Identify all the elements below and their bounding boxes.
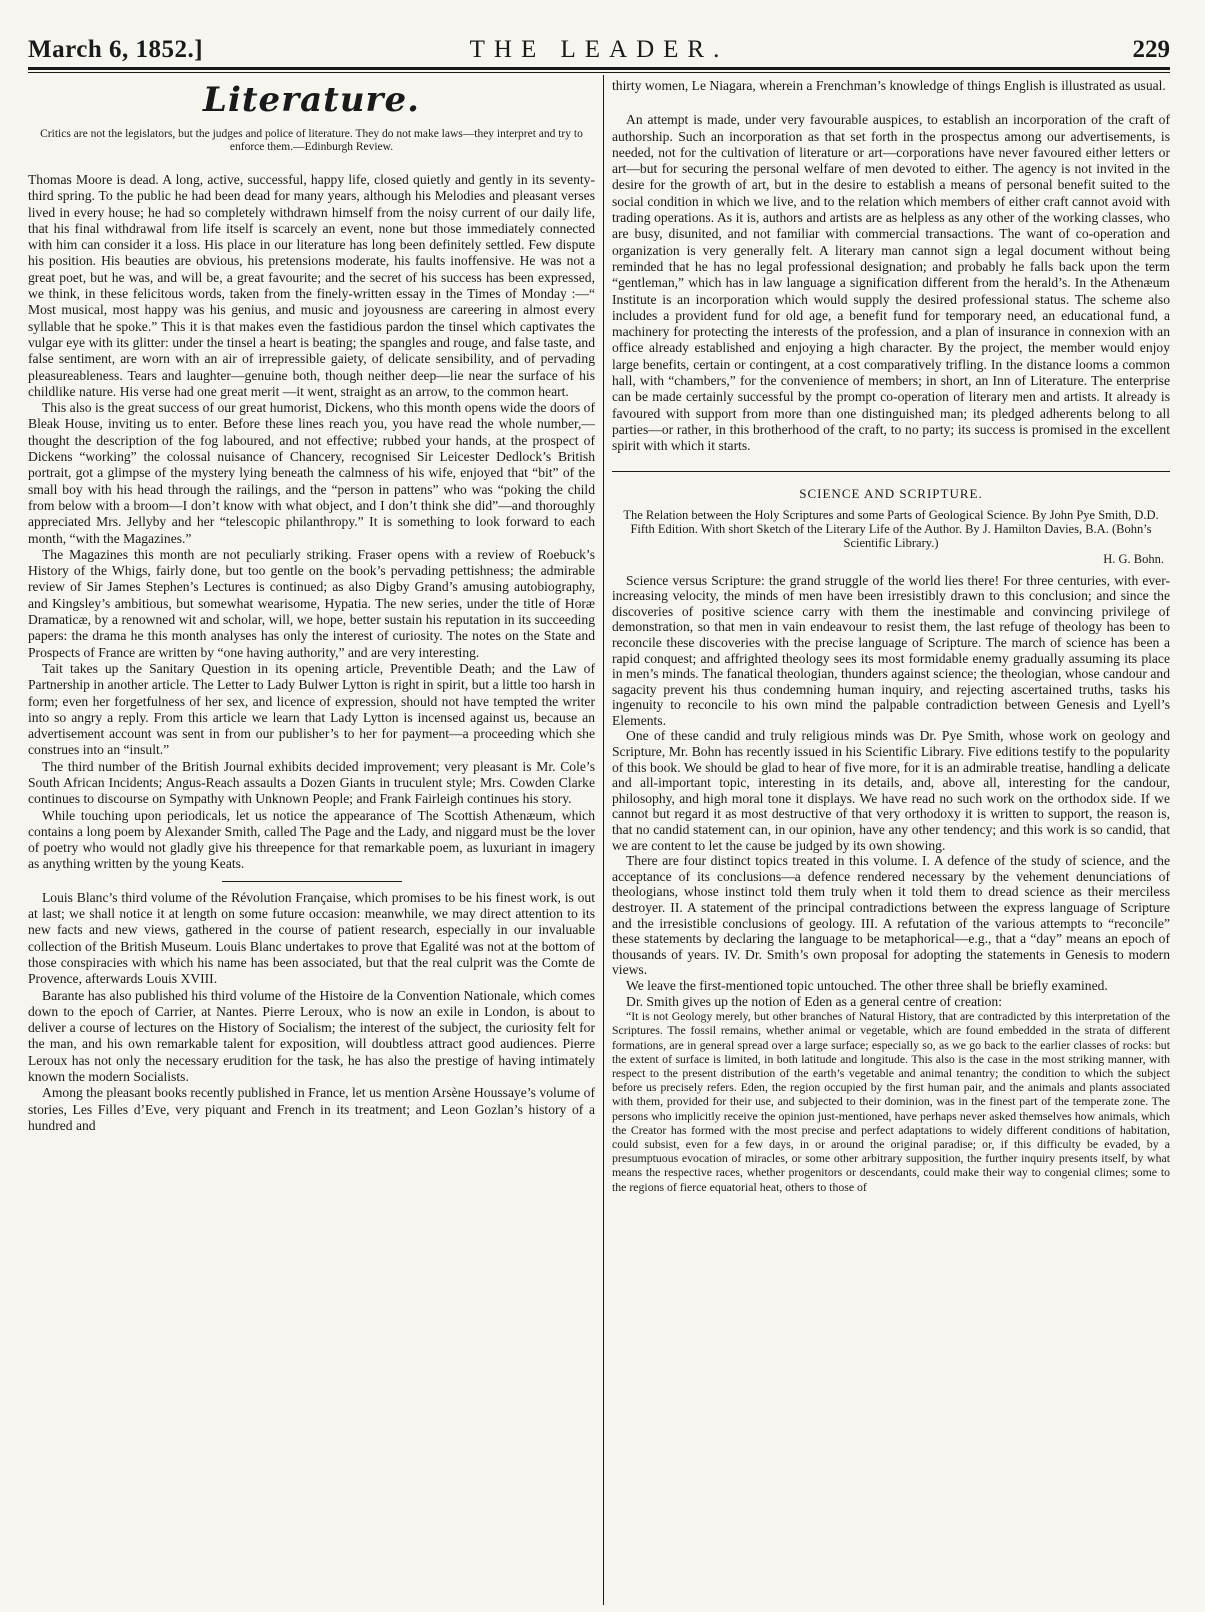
paragraph: Tait takes up the Sanitary Question in its opening article, Preventible Death; and the Law of Partnership in another article. The Letter to Lady Bulwer Lytton is right in spirit, but a little too harsh in form; even her forgetfulness of her sex, and licence of expression, should not have tempted the writer into so angry a reply. From this article we learn that Lady Lytton is incensed against us, because an advertisement account was sent in from our publisher’s to her for payment—a proceeding which she construes into an “insult.” bbox=[28, 660, 595, 758]
epigraph: Critics are not the legislators, but the judges and police of literature. They do not make laws—they interpret and try to enforce them.—Edinburgh Review. bbox=[40, 128, 583, 153]
book-publisher: H. G. Bohn. bbox=[1103, 551, 1164, 566]
book-info: The Relation between the Holy Scriptures and some Parts of Geological Science. By John Pye Smith, D.D. Fifth Edition. With short Sketch of the Literary Life of the Author. By J. Hamilton Davies, B.A. (Bohn’s Scientific Library.) bbox=[623, 507, 1159, 550]
header-rule-thin bbox=[28, 72, 1170, 73]
paragraph: An attempt is made, under very favourable auspices, to establish an incorporation of the craft of authorship. Such an incorporation as that set forth in the prospectus among our advertisements, is needed, not for the cultivation of literature or art—corporations have never favoured either letters or art—but for securing the personal welfare of men devoted to either. The agency is not invited in the desire for the growth of art, but in the desire to establish a means of personal benefit suited to the social condition in which we live, and to the relation which members of either craft cannot avoid with trading operations. As it is, authors and artists are as helpless as any other of the working classes, who are busy, disunited, and not familiar with commercial transactions. The want of co-operation and organization is very generally felt. A literary man cannot sign a legal document without being reminded that he has no legal professional designation; and probably he falls back upon the term “gentleman,” which has in law language a signification different from the herald’s. In the Athenæum Institute is an incorporation which would supply the desired professional status. The scheme also includes a provident fund for old age, a benefit fund for temporary need, an educational fund, a machinery for protecting the interests of the profession, and a plan of insurance in connexion with an office already established and enjoying a high character. By the project, the member would enjoy large benefits, certain or contingent, at a cost comparatively trifling. In the distance looms a common hall, with “chambers,” for the convenience of members; in short, an Inn of Literature. The enterprise can be made certainly successful by the prompt co-operation of literary men and artists. It already is favoured with support from more than one distinguished man; its pledged adherents belong to all parties—or rather, in this brotherhood of the craft, to no party; its success is promised in the excellent spirit with which it starts. bbox=[612, 112, 1170, 454]
left-article-body-2 bbox=[28, 890, 595, 1134]
header-title: THE LEADER. bbox=[469, 36, 729, 63]
science-section-title: SCIENCE AND SCRIPTURE. bbox=[799, 485, 983, 501]
header-rule-thick bbox=[28, 67, 1170, 70]
paragraph: This also is the great success of our great humorist, Dickens, who this month opens wide the doors of Bleak House, inviting us to enter. Before these lines reach you, you have read the whole number,—thought the description of the fog laboured, and not effective; rubbed your hands, at the prospect of Dickens “working” the colossal nuisance of Chancery, recognised Sir Leicester Dedlock’s British portrait, got a glimpse of the mystery lying beneath the calmness of his wife, enjoyed that “bit” of the small boy with his head through the railings, and the “person in pattens” who was “poking the child from below with a broom—I don’t know with what object, and I don’t think she did”—and thoroughly appreciated Mrs. Jellyby and her “telescopic philanthropy.” It is something to look forward to each month, “with the Magazines.” bbox=[28, 400, 595, 546]
paragraph: There are four distinct topics treated in this volume. I. A defence of the study of science, and the acceptance of its conclusions—a defence rendered necessary by the vehement denunciations of theologians, whose instinct told them truly when it told them to dread science as their merciless destroyer. II. A statement of the principal contradictions between the express language of Scripture and the irresistible conclusions of geology. III. A refutation of the various attempts to “reconcile” these statements by declaring the language to be metaphorical—e.g., that a “day” means an epoch of thousands of years. IV. Dr. Smith’s own proposal for adopting the statements in Genesis to modern views. bbox=[612, 853, 1170, 978]
paragraph: Among the pleasant books recently published in France, let us mention Arsène Houssaye’s volume of stories, Les Filles d’Eve, very piquant and French in its treatment; and Leon Gozlan’s history of a hundred and bbox=[28, 1085, 595, 1133]
left-column bbox=[28, 78, 595, 1606]
paragraph: Thomas Moore is dead. A long, active, successful, happy life, closed quietly and gently in its seventy-third spring. To the public he had been dead for many years, although his Melodies and pleasant verses lived in every house; he had so completely withdrawn himself from the noisy current of our daily life, that his final withdrawal from life itself is scarcely an event, none but those immediately connected with him can consider it a loss. His place in our literature has long been definitely settled. Few dispute his position. His beauties are obvious, his pretensions moderate, his faults inoffensive. He was not a great poet, but he was, and will be, a great favourite; and the secret of his success has been expressed, we think, in these felicitous words, taken from the finely-written essay in the Times of Monday :—“ Most musical, most happy was his genius, and music and joyousness are careering in almost every syllable that he spoke.” This it is that makes even the fastidious pardon the tinsel which captivates the vulgar eye with its glitter: under the tinsel a heart is beating; the spangles and rouge, and false taste, and false sentiment, are worn with an air of irrepressible gaiety, of delicate sensibility, and of pervading pleasureableness. Tears and laughter—genuine both, though neither deep—lie near the surface of his childlike nature. His verse had one great merit —it went, straight as an arrow, to the common heart. bbox=[28, 172, 595, 399]
paragraph: Dr. Smith gives up the notion of Eden as a general centre of creation: bbox=[626, 993, 1002, 1009]
paragraph: We leave the first-mentioned topic untouched. The other three shall be briefly examined. bbox=[626, 977, 1108, 993]
article-separator bbox=[612, 471, 1170, 472]
paragraph: Louis Blanc’s third volume of the Révolution Française, which promises to be his finest work, is out at last; we shall notice it at length on some future occasion: meanwhile, we may direct attention to its new facts and new views, gathered in the course of patient research, especially in our invaluable collection of the British Museum. Louis Blanc undertakes to prove that Egalité was not at the bottom of those conspiracies with which his name has been associated, but that the real culprit was the Comte de Provence, afterwards Louis XVIII. bbox=[28, 889, 595, 987]
paragraph: The Magazines this month are not peculiarly striking. Fraser opens with a review of Roebuck’s History of the Whigs, fairly done, but too gentle on the book’s pervading pettishness; the admirable review of Sir James Stephen’s Lectures is continued; as also Digby Grand’s amusing autobiography, and Kingsley’s ambitious, but somewhat wearisome, Hypatia. The new series, under the title of Horæ Dramaticæ, by a renowned wit and scholar, will, we hope, better sustain his reputation in its succeeding papers: the drama he this month analyses has only the interest of curiosity. The notes on the State and Prospects of France are written by “one having authority,” and are very interesting. bbox=[28, 546, 595, 660]
paragraph: Science versus Scripture: the grand struggle of the world lies there! For three centuries, with ever-increasing velocity, the minds of men have been irresistibly drawn to this conclusion; and since the discoveries of positive science carry with them the inestimable and convincing privilege of demonstration, so that men in vain endeavour to resist them, the last refuge of theology has been to reconcile these discoveries with the precise language of Scripture. The march of science has been a rapid conquest; and affrighted theology sees its most formidable enemy gradually assuming its place in men’s minds. The fanatical theologian, thunders against science; the theologian, whose candour and sagacity prevent his thus condemning human inquiry, and rejecting ascertained truths, tasks his ingenuity to reconcile to his own mind the palpable contradiction between Genesis and Lyell’s Elements. bbox=[612, 572, 1170, 728]
section-divider bbox=[222, 881, 402, 882]
science-article-body bbox=[612, 573, 1170, 1010]
right-article-body bbox=[612, 78, 1170, 455]
paragraph: thirty women, Le Niagara, wherein a Frenchman’s knowledge of things English is illustrated as usual. bbox=[612, 78, 1166, 93]
header-date: March 6, 1852.] bbox=[28, 36, 204, 63]
paragraph: Barante has also published his third volume of the Histoire de la Convention Nationale, which comes down to the epoch of Carrier, at Nantes. Pierre Leroux, who is now an exile in London, is about to deliver a course of lectures on the History of Socialism; the interest of the subject, the curiosity felt for the man, and his own remarkable talent for exposition, will doubtless attract good audiences. Pierre Leroux has not only the necessary erudition for the task, he has also the prestige of having intimately known the modern Socialists. bbox=[28, 987, 595, 1085]
paragraph: The third number of the British Journal exhibits decided improvement; very pleasant is Mr. Cole’s South African Incidents; Angus-Reach assaults a Dozen Giants in truculent style; Mrs. Cowden Clarke continues to discourse on Sympathy with Unknown People; and Frank Fairleigh continues his story. bbox=[28, 758, 595, 807]
right-column bbox=[612, 78, 1170, 1606]
section-title: Literature. bbox=[203, 80, 420, 120]
paragraph: One of these candid and truly religious minds was Dr. Pye Smith, whose work on geology and Scripture, Mr. Bohn has recently issued in his Scientific Library. Five editions testify to the popularity of this book. We should be glad to hear of five more, for it is an admirable treatise, handling a delicate and all-important topic, interesting in its details, and, above all, interesting for the candour, philosophy, and high moral tone it displays. We have read no such work on the orthodox side. If we cannot but regard it as most destructive of that very orthodoxy it is written to support, the reason is, that no candid statement can, in our opinion, have any other tendency; and this work is so candid, that we are content to let the cause be judged by its own showing. bbox=[612, 728, 1170, 853]
column-divider bbox=[603, 75, 604, 1605]
left-article-body bbox=[28, 172, 595, 873]
paragraph: While touching upon periodicals, let us notice the appearance of The Scottish Athenæum, which contains a long poem by Alexander Smith, called The Page and the Lady, and niggard must be the lover of poetry who would not gladly give his threepence for that remarkable poem, as luxuriant in imagery as anything written by the young Keats. bbox=[28, 807, 595, 872]
header-page-number: 229 bbox=[1132, 36, 1170, 63]
quoted-passage: “It is not Geology merely, but other branches of Natural History, that are contradicted by this interpretation of the Scriptures. The fossil remains, whether animal or vegetable, which are found embedded in the strata of different formations, are in general spread over a large surface; especially so, as we go back to the earlier classes of rocks: but the extent of surface is limited, in both latitude and longitude. This also is the case in the most striking manner, with respect to the present distribution of the earth’s vegetable and animal tenantry; the condition to which the subject before us precisely refers. Eden, the region occupied by the first human pair, and the animals and plants associated with them, provided for their use, and subjected to their dominion, was in the finest part of the temperate zone. The persons who implicitly receive the opinion just-mentioned, have perhaps never asked themselves how animals, which the Creator has formed with the most precise and perfect adaptations to widely different conditions of habitation, could subsist, even for a few days, in or around the original paradise; or, if this difficulty be evaded, by a presumptuous evocation of miracles, or some other arbitrary supposition, the further inquiry presents itself, by what means the respective races, whether progenitors or descendants, could make their way to congenial climes; some to the regions of fierce equatorial heat, others to those of bbox=[612, 1009, 1170, 1194]
page-header bbox=[28, 18, 1170, 66]
